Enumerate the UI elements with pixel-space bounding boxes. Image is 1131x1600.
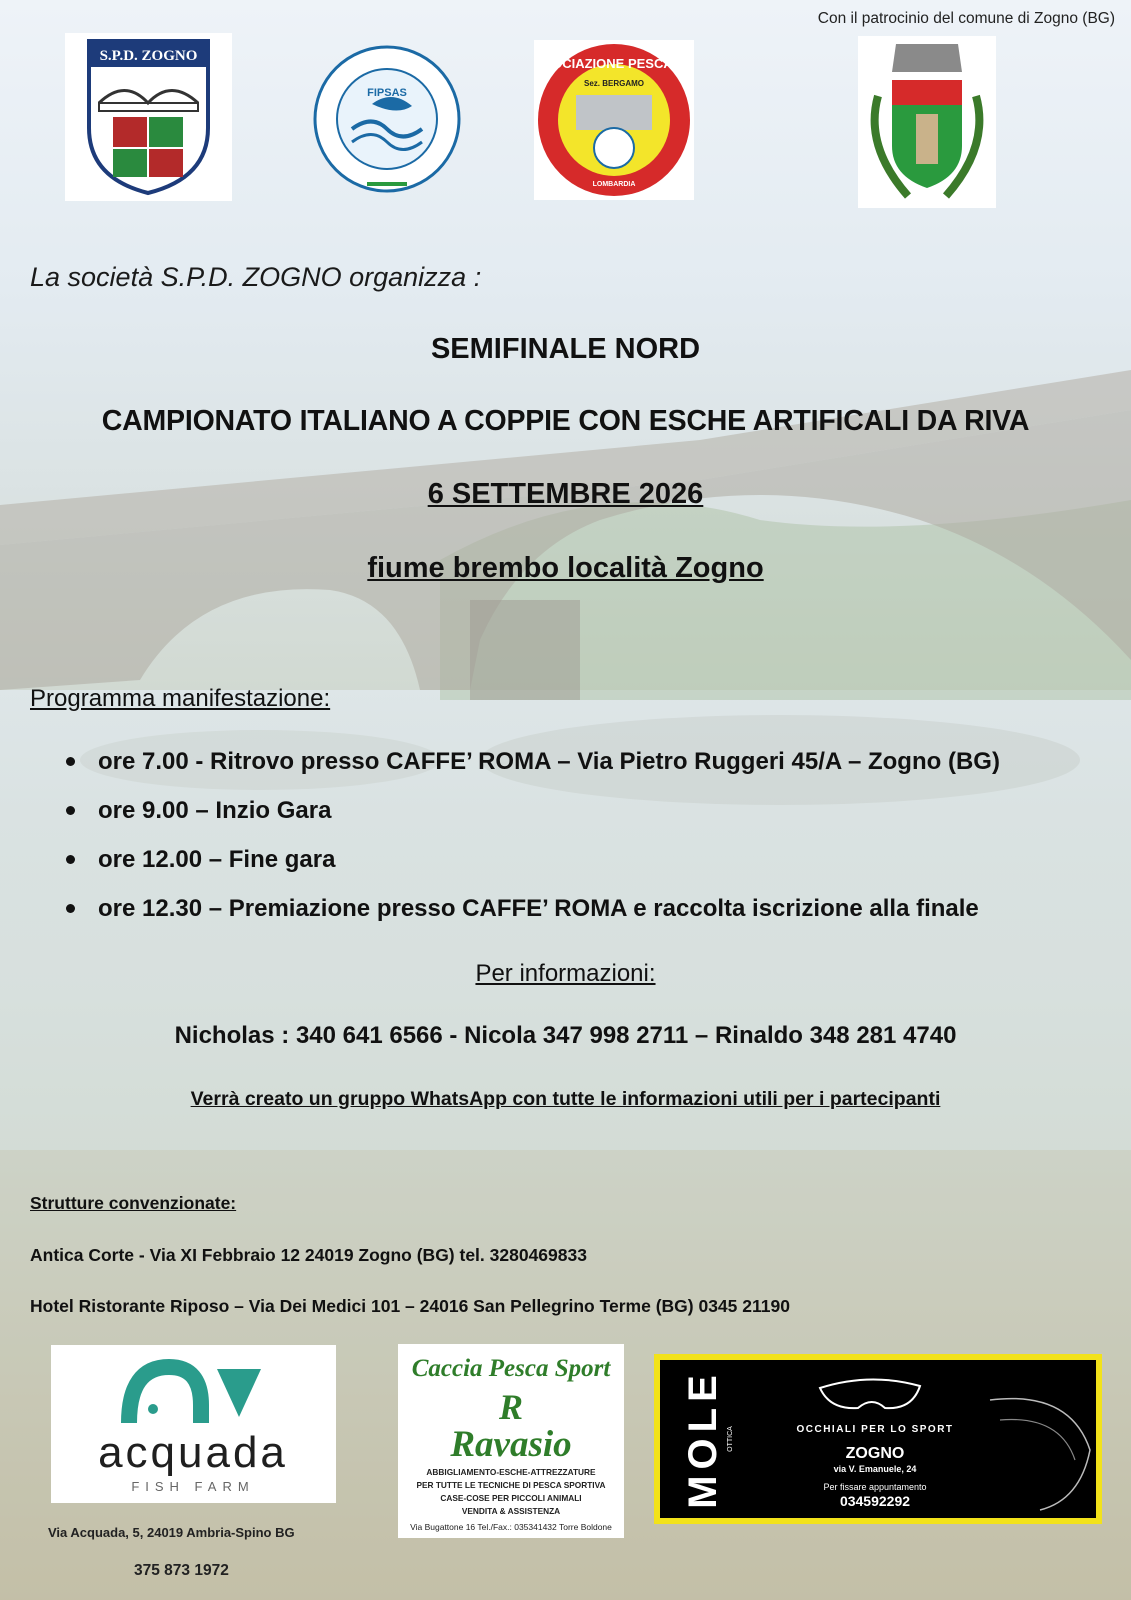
event-location: fiume brembo località Zogno <box>367 552 764 584</box>
list-item <box>62 748 1122 797</box>
fipsas-center-label: FIPSAS <box>367 87 407 99</box>
contact-numbers: Nicholas : 340 641 6566 - Nicola 347 998 2711 – Rinaldo 348 281 4740 <box>174 1022 957 1049</box>
program-item-text: ore 7.00 - Ritrovo presso CAFFE’ ROMA – Via Pietro Ruggeri 45/A – Zogno (BG) <box>98 748 1000 775</box>
mole-city: ZOGNO <box>845 1445 905 1462</box>
ravasio-line: PER TUTTE LE TECNICHE DI PESCA SPORTIVA <box>416 1480 606 1490</box>
program-item-text: ore 9.00 – Inzio Gara <box>98 797 332 824</box>
mole-appointment: Per fissare appuntamento <box>823 1482 927 1492</box>
ravasio-sponsor <box>398 1344 624 1538</box>
association-region: LOMBARDIA <box>592 181 636 188</box>
whatsapp-note: Verrà creato un gruppo WhatsApp con tutte le informazioni utili per i partecipanti <box>190 1088 941 1110</box>
ravasio-name: Ravasio <box>450 1424 572 1465</box>
spd-zogno-logo <box>65 33 232 201</box>
mole-sponsor <box>654 1354 1102 1524</box>
event-date: 6 SETTEMBRE 2026 <box>427 478 704 510</box>
bullet-icon <box>66 757 75 766</box>
accommodation-antica-corte: Antica Corte - Via XI Febbraio 12 24019 Zogno (BG) tel. 3280469833 <box>30 1245 587 1265</box>
list-item <box>62 895 1122 944</box>
acquada-address: Via Acquada, 5, 24019 Ambria-Spino BG <box>48 1525 295 1540</box>
info-title: Per informazioni: <box>475 960 656 987</box>
association-ring-text: ASSOCIAZIONE PESCATORI <box>534 56 694 71</box>
intro-text: La società S.P.D. ZOGNO organizza : <box>30 262 482 292</box>
accommodation-hotel-riposo: Hotel Ristorante Riposo – Via Dei Medici 101 – 24016 San Pellegrino Terme (BG) 0345 21190 <box>30 1296 790 1316</box>
ravasio-line: VENDITA & ASSISTENZA <box>461 1506 561 1516</box>
championship-title: CAMPIONATO ITALIANO A COPPIE CON ESCHE ARTIFICALI DA RIVA <box>101 405 1030 437</box>
acquada-sponsor <box>51 1345 336 1503</box>
associazione-pescatori-logo <box>534 40 694 200</box>
list-item <box>62 797 1122 846</box>
acquada-logo-icon <box>51 1345 336 1503</box>
acquada-name: acquada <box>98 1428 288 1477</box>
list-item <box>62 846 1122 895</box>
fipsas-emblem-icon <box>312 44 462 194</box>
patronage-note: Con il patrocinio del comune di Zogno (BG) <box>817 10 1115 27</box>
mole-brand: MOLE <box>681 1369 725 1509</box>
club-crest-icon <box>65 33 232 201</box>
partner-accommodations-title: Strutture convenzionate: <box>30 1193 237 1213</box>
anglers-association-icon <box>534 40 694 200</box>
association-section: Sez. BERGAMO <box>583 79 645 88</box>
program-title: Programma manifestazione: <box>30 685 331 712</box>
mole-street: via V. Emanuele, 24 <box>833 1464 917 1474</box>
mole-brand-sub: OTTICA <box>727 1426 734 1452</box>
bullet-icon <box>66 806 75 815</box>
ravasio-initial: R <box>498 1387 524 1427</box>
ravasio-address: Via Bugattone 16 Tel./Fax.: 035341432 Torre Boldone <box>410 1522 612 1532</box>
zogno-coat-of-arms-icon <box>858 36 996 208</box>
program-item-text: ore 12.00 – Fine gara <box>98 846 336 873</box>
spd-logo-title: S.P.D. ZOGNO <box>99 48 198 64</box>
program-item-text: ore 12.30 – Premiazione presso CAFFE’ ROMA e raccolta iscrizione alla finale <box>98 895 979 922</box>
bullet-icon <box>66 904 75 913</box>
acquada-sub: FISH FARM <box>131 1479 255 1494</box>
mole-phone: 034592292 <box>839 1493 911 1509</box>
acquada-phone: 375 873 1972 <box>134 1562 229 1579</box>
ravasio-line: ABBIGLIAMENTO-ESCHE-ATTREZZATURE <box>426 1467 596 1477</box>
fipsas-logo <box>312 44 462 194</box>
ravasio-line: CASE-COSE PER PICCOLI ANIMALI <box>440 1493 582 1503</box>
comune-zogno-logo <box>858 36 996 208</box>
ravasio-top: Caccia Pesca Sport <box>411 1355 611 1382</box>
program-list <box>62 748 1122 944</box>
mole-tagline: OCCHIALI PER LO SPORT <box>796 1424 954 1435</box>
bullet-icon <box>66 855 75 864</box>
event-stage-title: SEMIFINALE NORD <box>430 333 701 365</box>
